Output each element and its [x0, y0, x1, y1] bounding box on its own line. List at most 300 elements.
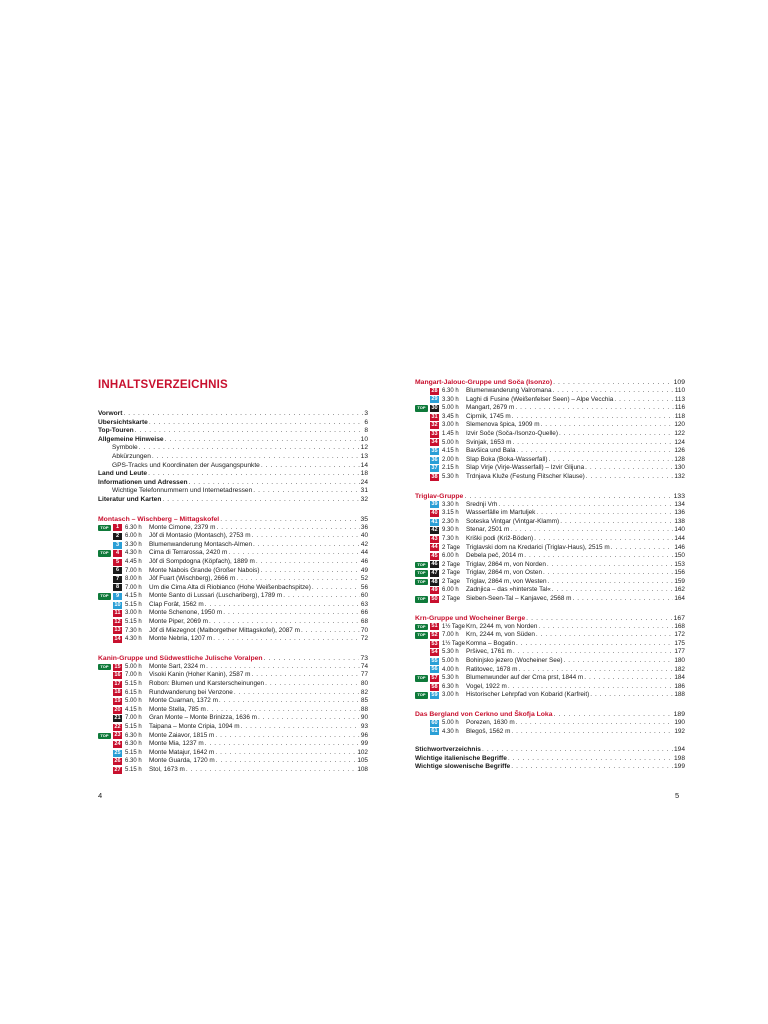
top-tour-badge: TOP [98, 525, 111, 532]
toc-entry-page: 31 [360, 487, 368, 495]
tour-entry[interactable] [415, 526, 685, 535]
leader-dots [515, 404, 674, 413]
tour-entry[interactable] [415, 473, 685, 482]
tour-duration: 5.30 h [442, 473, 459, 480]
tour-title: Jôf Fuart (Wischberg), 2666 m [149, 575, 236, 583]
top-tour-badge [415, 545, 428, 552]
tour-title: Monte Santo di Lussari (Luschariberg), 1789 m [149, 592, 283, 600]
tour-duration: 3.30 h [442, 501, 459, 508]
tour-entry[interactable] [98, 601, 368, 610]
tour-page: 82 [360, 688, 368, 696]
leader-dots [552, 586, 674, 595]
leader-dots [216, 757, 357, 766]
top-tour-badge [98, 758, 111, 765]
tour-entry[interactable] [415, 586, 685, 595]
tour-title: Wasserfälle im Martuljek [466, 509, 536, 517]
tour-entry[interactable] [98, 609, 368, 618]
section-page: 167 [673, 614, 685, 622]
tour-number-badge: 12 [114, 618, 121, 625]
section-heading[interactable] [98, 654, 368, 663]
tour-title: Zadnjica – das »hinterste Tal« [466, 586, 551, 594]
section-heading[interactable] [415, 710, 685, 719]
tour-number-badge: 24 [114, 740, 121, 747]
toc-entry-label: Land und Leute [98, 470, 148, 478]
tour-duration: 3.00 h [442, 422, 459, 429]
tour-title: Triglav, 2864 m, von Westen [466, 577, 547, 585]
toc-entry[interactable] [98, 444, 368, 453]
tour-title: Monte Cimone, 2379 m [149, 523, 216, 531]
tour-entry[interactable] [415, 719, 685, 728]
leader-dots [251, 671, 359, 680]
leader-dots [123, 410, 363, 419]
leader-dots [510, 526, 673, 535]
tour-entry[interactable] [415, 430, 685, 439]
tour-page: 138 [674, 517, 685, 525]
tour-duration: 6.30 h [125, 524, 142, 531]
leader-dots [584, 674, 673, 683]
tour-duration: 5.15 h [125, 619, 142, 626]
tour-title: Gran Monte – Monte Brinizza, 1636 m [149, 714, 257, 722]
tour-page: 186 [674, 682, 685, 690]
section-heading[interactable] [415, 378, 685, 387]
tour-page: 85 [360, 697, 368, 705]
tour-title: Ratitovec, 1678 m [466, 665, 518, 673]
leader-dots [215, 749, 356, 758]
top-tour-badge [415, 553, 428, 560]
tour-entry[interactable] [415, 561, 685, 570]
toc-entry[interactable] [98, 427, 368, 436]
toc-entry[interactable] [98, 453, 368, 462]
tour-title: Monte Sart, 2324 m [149, 662, 206, 670]
tour-title: Clap Forât, 1562 m [149, 600, 204, 608]
toc-entry-page: 18 [360, 470, 368, 478]
tour-duration: 5.00 h [442, 439, 459, 446]
section-title: Das Bergland von Cerkno und Škofja Loka [415, 711, 553, 718]
leader-dots [573, 595, 674, 604]
section-page: 133 [673, 492, 685, 500]
tour-page: 40 [360, 532, 368, 540]
leader-dots [516, 640, 673, 649]
tour-number-badge: 13 [114, 627, 121, 634]
top-tour-badge [98, 585, 111, 592]
top-tour-badge [98, 715, 111, 722]
tour-entry[interactable] [98, 541, 368, 550]
tour-number-badge: 21 [114, 715, 121, 722]
tour-page: 90 [360, 714, 368, 722]
toc-entry-page: 14 [360, 461, 368, 469]
tour-number-badge: 60 [431, 719, 438, 726]
toc-entry-label: Wichtige italienische Begriffe [415, 754, 507, 762]
tour-entry[interactable] [415, 623, 685, 632]
tour-page: 44 [360, 549, 368, 557]
tour-title: Stenar, 2501 m [466, 526, 510, 534]
tour-entry[interactable] [415, 439, 685, 448]
tour-entry[interactable] [415, 728, 685, 737]
tour-duration: 1½ Tage [442, 640, 465, 647]
top-tour-badge [415, 536, 428, 543]
tour-entry[interactable] [415, 509, 685, 518]
tour-page: 108 [357, 765, 368, 773]
tour-title: Um die Cima Alta di Riobianco (Hohe Weißenbachspitze) [149, 583, 311, 591]
tour-duration: 6.15 h [125, 689, 142, 696]
leader-dots [538, 623, 673, 632]
tour-number-badge: 58 [431, 683, 438, 690]
tour-entry[interactable] [98, 575, 368, 584]
tour-entry[interactable] [415, 569, 685, 578]
top-tour-badge: TOP [415, 624, 428, 631]
tour-entry[interactable] [98, 584, 368, 593]
toc-entry[interactable] [98, 496, 368, 505]
tour-page: 168 [674, 622, 685, 630]
leader-dots [611, 544, 674, 553]
toc-entry-page: 12 [360, 444, 368, 452]
tour-title: Rundwanderung bei Venzone [149, 688, 233, 696]
tour-entry[interactable] [415, 691, 685, 700]
tour-duration: 5.15 h [125, 766, 142, 773]
tour-title: Izvir Soče (Soča-/Isonzo-Quelle) [466, 429, 558, 437]
page-number-right: 5 [675, 791, 680, 800]
tour-entry[interactable] [415, 595, 685, 604]
tour-entry[interactable] [415, 666, 685, 675]
tour-number-badge: 6 [113, 567, 122, 574]
tour-title: Svinjak, 1653 m [466, 438, 512, 446]
tour-duration: 5.15 h [125, 749, 142, 756]
tour-entry[interactable] [415, 674, 685, 683]
top-tour-badge [415, 658, 428, 665]
leader-dots [312, 584, 360, 593]
tour-entry[interactable] [415, 404, 685, 413]
tour-entry[interactable] [415, 396, 685, 405]
toc-entry[interactable] [98, 470, 368, 479]
top-tour-badge: TOP [98, 664, 111, 671]
tour-page: 68 [360, 618, 368, 626]
tour-page: 72 [360, 635, 368, 643]
tour-entry[interactable] [98, 592, 368, 601]
tour-entry[interactable] [415, 421, 685, 430]
tour-entry[interactable] [415, 683, 685, 692]
toc-entry[interactable] [415, 746, 685, 755]
leader-dots [564, 657, 674, 666]
tour-page: 52 [360, 575, 368, 583]
tour-title: Soteska Vintgar (Vintgar-Klamm) [466, 517, 560, 525]
tour-title: Srednji Vrh [466, 500, 498, 508]
tour-title: Robon: Blumen und Karsterscheinungen [149, 680, 265, 688]
tour-entry[interactable] [98, 635, 368, 644]
top-tour-badge: TOP [415, 579, 428, 586]
tour-title: Slap Boka (Boka-Wasserfall) [466, 455, 548, 463]
tour-number-badge: 37 [431, 465, 438, 472]
tour-number-badge: 51 [431, 623, 438, 630]
tour-duration: 5.00 h [125, 663, 142, 670]
tour-title: Slemenova špica, 1909 m [466, 421, 540, 429]
toc-entry[interactable] [415, 755, 685, 764]
tour-page: 56 [360, 583, 368, 591]
tour-duration: 2 Tage [442, 596, 460, 603]
tour-number-badge: 35 [431, 447, 438, 454]
leader-dots [534, 535, 673, 544]
tour-number-badge: 36 [431, 456, 438, 463]
tour-number-badge: 20 [114, 706, 121, 713]
tour-number-badge: 45 [431, 552, 438, 559]
leader-dots [234, 689, 360, 698]
leader-dots [586, 473, 674, 482]
tour-page: 162 [674, 586, 685, 594]
tour-number-badge: 43 [431, 535, 438, 542]
tour-entry[interactable] [98, 567, 368, 576]
tour-entry[interactable] [98, 706, 368, 715]
top-tour-badge [415, 431, 428, 438]
tour-number-badge: 44 [431, 544, 438, 551]
top-tour-badge [415, 649, 428, 656]
tour-number-badge: 33 [431, 430, 438, 437]
tour-duration: 1.45 h [442, 430, 459, 437]
toc-entry[interactable] [98, 487, 368, 496]
toc-entry-page: 8 [364, 427, 368, 435]
tour-entry[interactable] [415, 544, 685, 553]
top-tour-badge [98, 636, 111, 643]
tour-duration: 4.30 h [442, 728, 459, 735]
tour-duration: 7.00 h [125, 715, 142, 722]
leader-dots [206, 663, 360, 672]
tour-entry[interactable] [415, 631, 685, 640]
top-tour-badge [98, 576, 111, 583]
leader-dots [482, 746, 673, 755]
top-tour-badge [415, 502, 428, 509]
tour-entry[interactable] [415, 578, 685, 587]
toc-entry[interactable] [98, 462, 368, 471]
tour-number-badge: 23 [114, 732, 121, 739]
tour-duration: 6.30 h [442, 388, 459, 394]
front-matter-list [98, 410, 368, 505]
top-tour-badge: TOP [98, 733, 111, 740]
leader-dots [223, 609, 360, 618]
top-tour-badge: TOP [98, 550, 111, 557]
tour-entry[interactable] [98, 749, 368, 758]
leader-dots [590, 691, 673, 700]
tour-entry[interactable] [98, 549, 368, 558]
leader-dots [162, 496, 359, 505]
tour-entry[interactable] [415, 648, 685, 657]
top-tour-badge [98, 698, 111, 705]
tour-duration: 7.00 h [125, 584, 142, 591]
tour-page: 164 [674, 595, 685, 603]
leader-dots [213, 635, 360, 644]
top-tour-badge [98, 542, 111, 549]
tour-number-badge: 46 [431, 561, 438, 568]
tour-duration: 1½ Tage [442, 623, 465, 630]
tour-number-badge: 49 [431, 587, 438, 594]
top-tour-badge [415, 667, 428, 674]
tour-title: Monte Schenone, 1950 m [149, 609, 223, 617]
tour-entry[interactable] [98, 714, 368, 723]
leader-dots [511, 763, 673, 772]
tour-entry[interactable] [98, 766, 368, 775]
tour-duration: 6.00 h [442, 553, 459, 560]
top-tour-badge [415, 457, 428, 464]
tour-number-badge: 15 [114, 663, 121, 670]
toc-entry[interactable] [98, 419, 368, 428]
tour-entry[interactable] [98, 558, 368, 567]
tour-entry[interactable] [415, 501, 685, 510]
sections-left [98, 505, 368, 775]
tour-page: 88 [360, 705, 368, 713]
leader-dots [536, 509, 673, 518]
tour-duration: 7.00 h [442, 632, 459, 639]
tour-entry[interactable] [415, 552, 685, 561]
tour-page: 96 [360, 731, 368, 739]
tour-number-badge: 34 [431, 439, 438, 446]
tour-entry[interactable] [98, 740, 368, 749]
tour-title: Krn, 2244 m, von Norden [466, 622, 538, 630]
tour-page: 36 [360, 523, 368, 531]
leader-dots [301, 627, 360, 636]
tour-number-badge: 57 [431, 675, 438, 682]
tour-duration: 4.15 h [125, 706, 142, 713]
section-heading[interactable] [98, 515, 368, 524]
tour-page: 159 [674, 577, 685, 585]
tour-duration: 7.00 h [125, 672, 142, 679]
leader-dots [560, 518, 673, 527]
section-heading[interactable] [415, 614, 685, 623]
tour-duration: 2 Tage [442, 561, 460, 568]
leader-dots [511, 728, 673, 737]
toc-page-right [415, 378, 685, 772]
tour-entry[interactable] [98, 680, 368, 689]
section-heading[interactable] [415, 492, 685, 501]
tour-duration: 6.30 h [125, 741, 142, 748]
top-tour-badge [98, 681, 111, 688]
tour-entry[interactable] [98, 618, 368, 627]
tour-page: 146 [674, 543, 685, 551]
tour-entry[interactable] [98, 663, 368, 672]
tour-entry[interactable] [415, 518, 685, 527]
top-tour-badge [415, 527, 428, 534]
tour-title: Taipana – Monte Cripia, 1094 m [149, 723, 240, 730]
leader-dots [559, 430, 673, 439]
sections-right [415, 378, 685, 736]
tour-page: 192 [674, 727, 685, 735]
tour-number-badge: 18 [114, 689, 121, 696]
page-number-left: 4 [98, 791, 103, 800]
tour-entry[interactable] [415, 464, 685, 473]
tour-entry[interactable] [98, 723, 368, 732]
top-tour-badge [415, 641, 428, 648]
tour-number-badge: 16 [114, 672, 121, 679]
tour-entry[interactable] [415, 535, 685, 544]
section-page: 73 [360, 654, 368, 662]
tour-number-badge: 50 [431, 595, 438, 602]
tour-entry[interactable] [98, 627, 368, 636]
tour-entry[interactable] [98, 697, 368, 706]
leader-dots [236, 575, 360, 584]
tour-title: Debela peč, 2014 m [466, 552, 524, 560]
toc-entry-page: 10 [360, 435, 368, 443]
top-tour-badge [98, 724, 111, 731]
leader-dots [258, 714, 360, 723]
tour-page: 63 [360, 600, 368, 608]
tour-number-badge: 7 [113, 576, 122, 583]
tour-title: Jôf di Sompdogna (Köpfach), 1889 m [149, 557, 255, 565]
top-tour-badge [415, 388, 428, 395]
leader-dots [547, 561, 673, 570]
tour-title: Monte Matajur, 1642 m [149, 748, 215, 756]
top-tour-badge [98, 690, 111, 697]
tour-entry[interactable] [98, 524, 368, 533]
toc-entry[interactable] [98, 436, 368, 445]
leader-dots [541, 421, 674, 430]
tour-duration: 2.00 h [442, 456, 459, 463]
tour-title: Blumenwunder auf der Črna prst, 1844 m [466, 674, 584, 682]
toc-entry[interactable] [98, 479, 368, 488]
tour-number-badge: 59 [431, 692, 438, 699]
tour-duration: 4.00 h [442, 666, 459, 673]
top-tour-badge: TOP [415, 562, 428, 569]
tour-entry[interactable] [98, 671, 368, 680]
tour-entry[interactable] [98, 732, 368, 741]
tour-entry[interactable] [98, 689, 368, 698]
tour-title: Monte Mia, 1237 m [149, 740, 204, 748]
section-title: Mangart-Jalouc-Gruppe und Soča (Isonzo) [415, 379, 553, 386]
tour-entry[interactable] [415, 640, 685, 649]
tour-entry[interactable] [415, 456, 685, 465]
tour-title: Sieben-Seen-Tal – Kanjavec, 2568 m [466, 595, 572, 603]
tour-title: Cima di Terrarossa, 2420 m [149, 549, 228, 557]
tour-duration: 6.30 h [125, 732, 142, 739]
tour-entry[interactable] [415, 387, 685, 396]
tour-page: 122 [674, 429, 685, 437]
leader-dots [536, 631, 673, 640]
toc-entry-page: 24 [360, 478, 368, 486]
toc-entry-label: Stichwortverzeichnis [415, 746, 481, 754]
tour-entry[interactable] [415, 657, 685, 666]
leader-dots [220, 515, 359, 524]
tour-title: Komna – Bogatin [466, 639, 516, 647]
tour-page: 70 [360, 626, 368, 634]
tour-title: Jôf di Miezegnot (Malborgether Mittagskofel), 2087 m [149, 626, 300, 634]
tour-entry[interactable] [98, 757, 368, 766]
leader-dots [585, 464, 673, 473]
tour-number-badge: 42 [431, 527, 438, 534]
toc-entry[interactable] [98, 410, 368, 419]
tour-duration: 5.00 h [442, 720, 459, 726]
tour-number-badge: 17 [114, 680, 121, 687]
tour-duration: 5.00 h [442, 658, 459, 665]
leader-dots [216, 524, 359, 533]
leader-dots [553, 387, 674, 396]
tour-title: Laghi di Fusine (Weißenfelser Seen) – Alpe Vecchia [466, 395, 614, 403]
tour-page: 182 [674, 665, 685, 673]
tour-page: 128 [674, 455, 685, 463]
tour-title: Blegoš, 1562 m [466, 727, 511, 735]
tour-entry[interactable] [98, 532, 368, 541]
leader-dots [256, 558, 360, 567]
tour-title: Monte Nabois Grande (Großer Nabois) [149, 566, 260, 574]
leader-dots [135, 427, 364, 436]
section-page: 189 [673, 711, 685, 718]
tour-entry[interactable] [415, 413, 685, 422]
toc-entry-label: Top-Touren [98, 427, 134, 435]
top-tour-badge: TOP [415, 675, 428, 682]
top-tour-badge [415, 422, 428, 429]
leader-dots [548, 456, 673, 465]
tour-page: 175 [674, 639, 685, 647]
tour-duration: 7.30 h [442, 535, 459, 542]
toc-entry[interactable] [415, 763, 685, 772]
tour-entry[interactable] [415, 447, 685, 456]
tour-title: Vogel, 1922 m [466, 682, 507, 690]
leader-dots [548, 578, 674, 587]
tour-title: Porezen, 1630 m [466, 719, 515, 726]
